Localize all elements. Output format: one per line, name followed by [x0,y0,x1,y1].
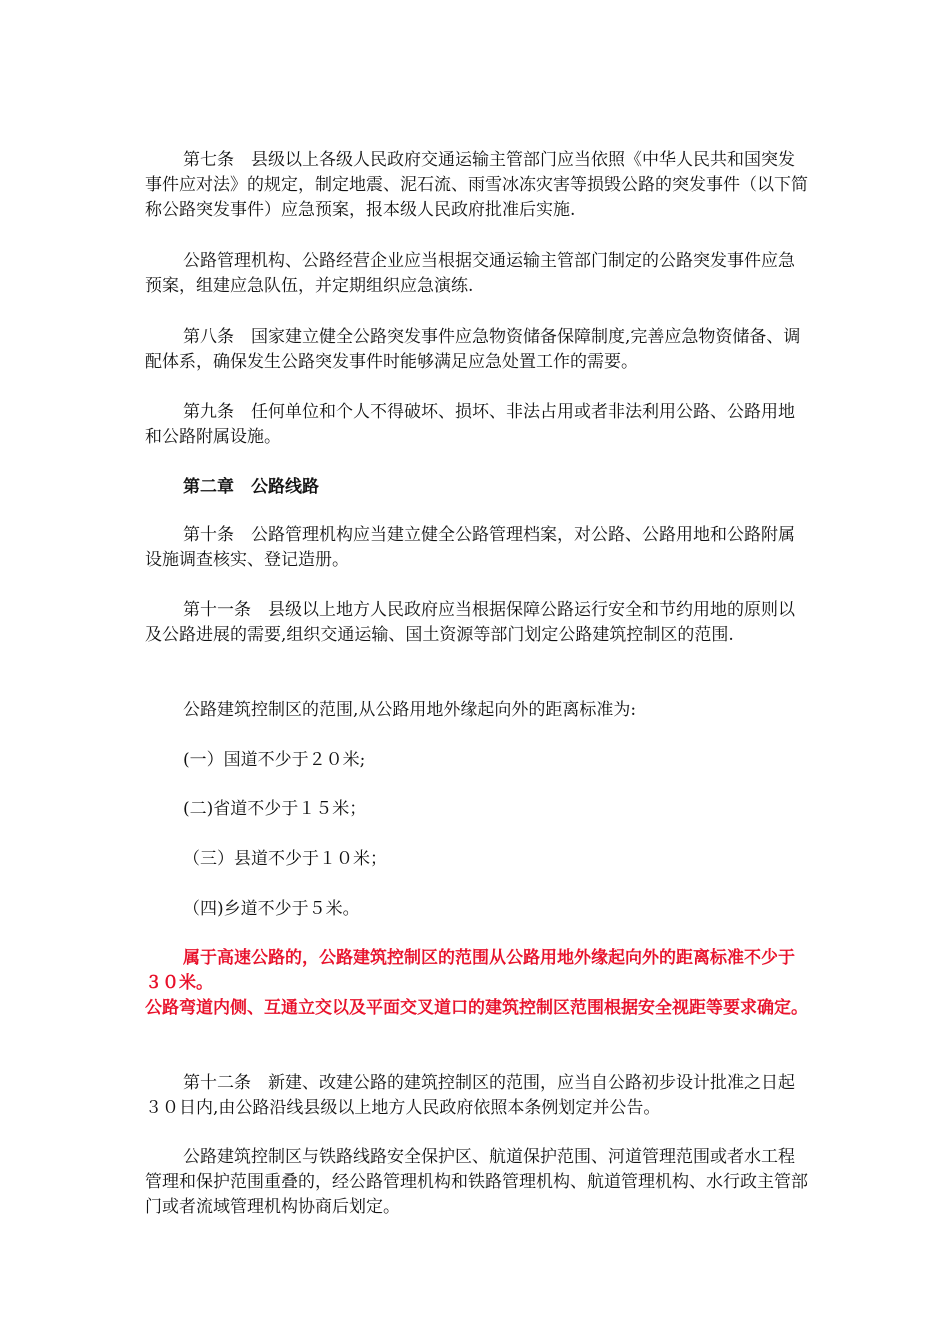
article-8 [145,325,810,375]
article-7 [145,148,810,223]
highlighted-paragraph-2: 公路弯道内侧、互通立交以及平面交叉道口的建筑控制区范围根据安全视距等要求确定。 [145,998,808,1018]
article-number: 第九条 [183,402,234,422]
article-text: 新建、改建公路的建筑控制区的范围，应当自公路初步设计批准之日起３０日内,由公路沿线县级以上地方人民政府依照本条例划定并公告。 [145,1073,795,1118]
article-number: 第十一条 [183,600,251,620]
article-text: 公路管理机构应当建立健全公路管理档案，对公路、公路用地和公路附属设施调查核实、登记造册。 [145,525,795,570]
article-number: 第十二条 [183,1073,251,1093]
article-number: 第七条 [183,150,234,170]
list-item-4: （四)乡道不少于５米。 [183,899,360,919]
article-7-paragraph-2: 公路管理机构、公路经营企业应当根据交通运输主管部门制定的公路突发事件应急预案，组建应急队伍，并定期组织应急演练. [145,251,795,296]
article-text: 县级以上地方人民政府应当根据保障公路运行安全和节约用地的原则以及公路进展的需要,组织交通运输、国土资源等部门划定公路建筑控制区的范围. [145,600,795,645]
article-text: 国家建立健全公路突发事件应急物资储备保障制度,完善应急物资储备、调配体系，确保发生公路突发事件时能够满足应急处置工作的需要。 [145,327,801,372]
article-text: 任何单位和个人不得破坏、损坏、非法占用或者非法利用公路、公路用地和公路附属设施。 [145,402,795,447]
article-10 [145,523,810,573]
article-number: 第八条 [183,327,234,347]
list-item-2: (二)省道不少于１５米； [183,799,367,819]
chapter-heading [145,475,810,500]
highlighted-paragraph-1: 属于高速公路的，公路建筑控制区的范围从公路用地外缘起向外的距离标准不少于３０米。 [145,948,795,993]
article-12 [145,1071,810,1121]
chapter-number: 第二章 [183,477,234,497]
chapter-title: 公路线路 [251,477,319,497]
article-11 [145,598,810,648]
article-text: 县级以上各级人民政府交通运输主管部门应当依照《中华人民共和国突发事件应对法》的规定，制定地震、泥石流、雨雪冰冻灾害等损毁公路的突发事件（以下简称公路突发事件）应急预案，报本级人民政府批准后实施. [145,150,808,220]
list-item-1: (一）国道不少于２０米; [183,750,366,770]
article-9 [145,400,810,450]
article-12-paragraph-2: 公路建筑控制区与铁路线路安全保护区、航道保护范围、河道管理范围或者水工程管理和保护范围重叠的，经公路管理机构和铁路管理机构、航道管理机构、水行政主管部门或者流域管理机构协商后划定。 [145,1147,808,1217]
list-item-3: （三）县道不少于１０米； [183,849,387,869]
article-11-paragraph-2: 公路建筑控制区的范围,从公路用地外缘起向外的距离标准为: [183,700,637,720]
article-number: 第十条 [183,525,234,545]
